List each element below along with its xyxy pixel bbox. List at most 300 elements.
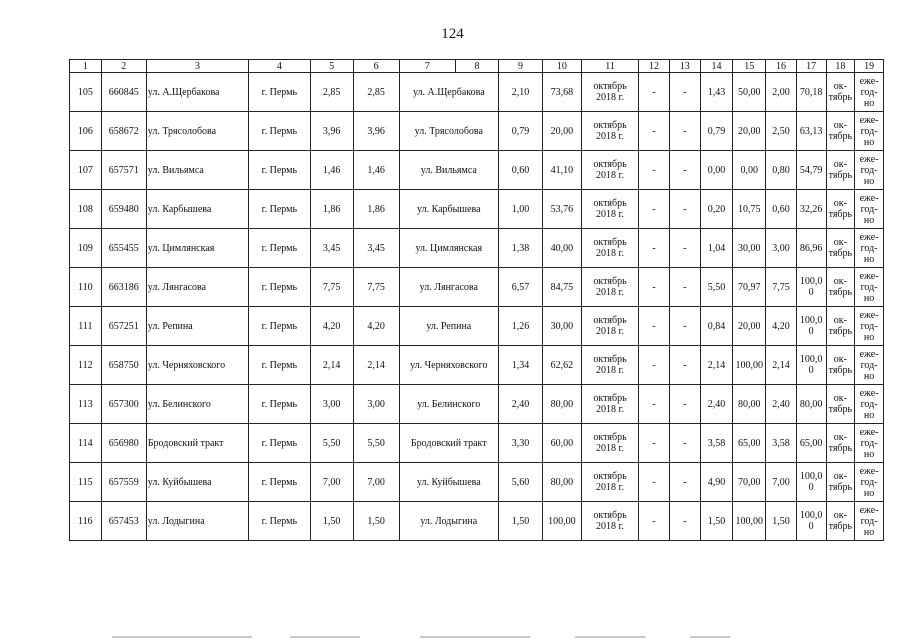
row-number: 113 [70,385,102,424]
frequency-cell-line: но [863,97,875,109]
value-col-10: 73,68 [542,73,581,112]
bottom-rule [420,636,530,638]
column-header-17: 17 [796,60,826,73]
value-col-13: - [669,151,700,190]
value-col-17-line: 54,79 [799,164,823,176]
row-number: 110 [70,268,102,307]
bottom-rule [690,636,730,638]
object-code: 657559 [101,463,146,502]
frequency-cell-line: год- [860,359,878,371]
value-col-17-line: 0 [808,482,814,493]
value-col-16: 0,80 [766,151,797,190]
city-name: г. Пермь [249,268,310,307]
value-col-9: 1,34 [498,346,542,385]
date-cell [581,229,638,268]
month-cell-line: тябрь [828,131,853,142]
value-col-12: - [639,268,670,307]
value-col-5: 1,50 [310,502,353,541]
value-col-5: 2,14 [310,346,353,385]
date-cell [581,73,638,112]
value-col-17-line: 100,0 [799,276,823,287]
value-col-13: - [669,307,700,346]
bottom-rule [112,636,252,638]
row-number: 105 [70,73,102,112]
value-col-17-line: 86,96 [799,242,823,254]
frequency-cell-line: еже- [859,270,879,282]
street-name: ул. Карбышева [146,190,248,229]
bottom-rule [575,636,645,638]
value-col-9: 1,38 [498,229,542,268]
street-name-col-7: ул. Черняховского [399,346,498,385]
value-col-10: 60,00 [542,424,581,463]
value-col-6: 5,50 [353,424,399,463]
city-name: г. Пермь [249,190,310,229]
frequency-cell-line: еже- [859,114,879,126]
street-name-col-7: Бродовский тракт [399,424,498,463]
date-cell-line: 2018 г. [596,170,625,181]
date-cell [581,151,638,190]
table-row [70,112,884,151]
month-cell-line: тябрь [828,92,853,103]
value-col-13: - [669,385,700,424]
city-name: г. Пермь [249,151,310,190]
date-cell-line: октябрь [593,510,627,521]
value-col-17 [796,502,826,541]
month-cell [826,424,855,463]
value-col-14: 5,50 [700,268,733,307]
date-cell-line: октябрь [593,315,627,326]
frequency-cell [855,151,884,190]
row-number: 106 [70,112,102,151]
month-cell [826,190,855,229]
frequency-cell-line: год- [860,164,878,176]
table-row [70,424,884,463]
street-name: ул. Лодыгина [146,502,248,541]
row-number: 107 [70,151,102,190]
month-cell-line: ок- [833,471,847,482]
value-col-10: 20,00 [542,112,581,151]
month-cell-line: ок- [833,510,847,521]
column-header-19: 19 [855,60,884,73]
date-cell-line: 2018 г. [596,404,625,415]
street-name: ул. Куйбышева [146,463,248,502]
city-name: г. Пермь [249,73,310,112]
date-cell-line: октябрь [593,237,627,248]
value-col-15: 10,75 [733,190,766,229]
frequency-cell-line: еже- [859,465,879,477]
page-number: 124 [441,26,464,42]
frequency-cell-line: год- [860,515,878,527]
value-col-14: 0,00 [700,151,733,190]
frequency-cell [855,73,884,112]
frequency-cell [855,424,884,463]
value-col-9: 0,79 [498,112,542,151]
value-col-13: - [669,502,700,541]
frequency-cell-line: еже- [859,504,879,516]
object-code: 660845 [101,73,146,112]
month-cell-line: ок- [833,276,847,287]
value-col-15: 0,00 [733,151,766,190]
value-col-17-line: 100,0 [799,510,823,521]
date-cell-line: октябрь [593,432,627,443]
value-col-16: 2,00 [766,73,797,112]
value-col-9: 5,60 [498,463,542,502]
city-name: г. Пермь [249,385,310,424]
value-col-14: 0,79 [700,112,733,151]
value-col-5: 3,45 [310,229,353,268]
frequency-cell-line: но [863,136,875,148]
table-header [70,60,884,73]
header-row [70,60,884,73]
frequency-cell-line: год- [860,476,878,488]
value-col-17 [796,190,826,229]
date-cell-line: 2018 г. [596,209,625,220]
value-col-17-line: 80,00 [799,398,823,410]
city-name: г. Пермь [249,112,310,151]
month-cell-line: тябрь [828,482,853,493]
value-col-13: - [669,112,700,151]
object-code: 658672 [101,112,146,151]
value-col-6: 4,20 [353,307,399,346]
value-col-12: - [639,307,670,346]
frequency-cell-line: но [863,331,875,343]
table-row [70,307,884,346]
value-col-5: 1,46 [310,151,353,190]
column-header-1: 1 [70,60,102,73]
table-row [70,229,884,268]
frequency-cell-line: но [863,175,875,187]
value-col-17-line: 0 [808,326,814,337]
month-cell [826,112,855,151]
date-cell [581,463,638,502]
table-body [70,73,884,541]
value-col-17 [796,424,826,463]
value-col-12: - [639,190,670,229]
object-code: 657571 [101,151,146,190]
value-col-10: 80,00 [542,385,581,424]
value-col-16: 2,14 [766,346,797,385]
value-col-5: 1,86 [310,190,353,229]
value-col-13: - [669,268,700,307]
street-name: ул. Лянгасова [146,268,248,307]
frequency-cell-line: но [863,409,875,421]
date-cell-line: 2018 г. [596,521,625,532]
value-col-12: - [639,229,670,268]
month-cell-line: ок- [833,432,847,443]
frequency-cell [855,463,884,502]
date-cell-line: октябрь [593,354,627,365]
column-header-13: 13 [669,60,700,73]
frequency-cell-line: еже- [859,309,879,321]
column-header-9: 9 [498,60,542,73]
date-cell-line: октябрь [593,393,627,404]
month-cell [826,463,855,502]
value-col-10: 30,00 [542,307,581,346]
value-col-12: - [639,112,670,151]
value-col-10: 41,10 [542,151,581,190]
value-col-5: 2,85 [310,73,353,112]
street-name-col-7: ул. А.Щербакова [399,73,498,112]
frequency-cell-line: год- [860,125,878,137]
column-header-14: 14 [700,60,733,73]
value-col-14: 3,58 [700,424,733,463]
value-col-9: 2,40 [498,385,542,424]
month-cell [826,73,855,112]
street-name-col-7: ул. Цимлянская [399,229,498,268]
row-number: 116 [70,502,102,541]
month-cell-line: тябрь [828,404,853,415]
month-cell-line: ок- [833,315,847,326]
frequency-cell-line: еже- [859,348,879,360]
value-col-14: 0,84 [700,307,733,346]
street-name-col-7: ул. Репина [399,307,498,346]
value-col-17-line: 100,0 [799,354,823,365]
value-col-12: - [639,502,670,541]
row-number: 109 [70,229,102,268]
row-number: 108 [70,190,102,229]
value-col-9: 1,26 [498,307,542,346]
date-cell-line: 2018 г. [596,131,625,142]
date-cell-line: 2018 г. [596,248,625,259]
month-cell-line: тябрь [828,365,853,376]
value-col-16: 3,00 [766,229,797,268]
value-col-6: 3,00 [353,385,399,424]
table-row [70,502,884,541]
value-col-13: - [669,424,700,463]
city-name: г. Пермь [249,307,310,346]
street-name-col-7: ул. Куйбышева [399,463,498,502]
date-cell [581,502,638,541]
street-name: Бродовский тракт [146,424,248,463]
frequency-cell-line: но [863,292,875,304]
date-cell [581,190,638,229]
date-cell [581,385,638,424]
street-name: ул. Трясолобова [146,112,248,151]
month-cell [826,268,855,307]
frequency-cell-line: еже- [859,426,879,438]
value-col-14: 2,14 [700,346,733,385]
month-cell [826,151,855,190]
street-name-col-7: ул. Белинского [399,385,498,424]
frequency-cell [855,190,884,229]
row-number: 115 [70,463,102,502]
value-col-14: 0,20 [700,190,733,229]
date-cell [581,424,638,463]
value-col-9: 0,60 [498,151,542,190]
value-col-15: 65,00 [733,424,766,463]
object-code: 656980 [101,424,146,463]
value-col-5: 3,96 [310,112,353,151]
month-cell-line: ок- [833,81,847,92]
month-cell-line: тябрь [828,248,853,259]
value-col-14: 1,43 [700,73,733,112]
date-cell-line: 2018 г. [596,443,625,454]
value-col-12: - [639,346,670,385]
row-number: 112 [70,346,102,385]
row-number: 111 [70,307,102,346]
month-cell [826,229,855,268]
value-col-17 [796,151,826,190]
frequency-cell-line: год- [860,437,878,449]
value-col-13: - [669,190,700,229]
column-header-12: 12 [639,60,670,73]
month-cell-line: тябрь [828,209,853,220]
frequency-cell-line: еже- [859,75,879,87]
month-cell-line: ок- [833,237,847,248]
value-col-17 [796,346,826,385]
date-cell-line: 2018 г. [596,92,625,103]
column-header-16: 16 [766,60,797,73]
object-code: 657453 [101,502,146,541]
value-col-15: 100,00 [733,502,766,541]
value-col-15: 70,00 [733,463,766,502]
value-col-5: 7,75 [310,268,353,307]
date-cell-line: 2018 г. [596,287,625,298]
city-name: г. Пермь [249,229,310,268]
frequency-cell [855,268,884,307]
value-col-17-line: 0 [808,287,814,298]
month-cell-line: тябрь [828,326,853,337]
column-header-4: 4 [249,60,310,73]
frequency-cell-line: еже- [859,387,879,399]
frequency-cell-line: но [863,526,875,538]
value-col-6: 1,46 [353,151,399,190]
month-cell-line: тябрь [828,521,853,532]
value-col-17 [796,229,826,268]
frequency-cell [855,307,884,346]
value-col-17 [796,112,826,151]
value-col-10: 84,75 [542,268,581,307]
value-col-10: 62,62 [542,346,581,385]
row-number: 114 [70,424,102,463]
column-header-5: 5 [310,60,353,73]
date-cell-line: октябрь [593,120,627,131]
value-col-10: 53,76 [542,190,581,229]
frequency-cell-line: год- [860,203,878,215]
value-col-12: - [639,73,670,112]
month-cell [826,385,855,424]
value-col-6: 1,86 [353,190,399,229]
value-col-16: 2,40 [766,385,797,424]
street-name: ул. Вильямса [146,151,248,190]
street-name: ул. Цимлянская [146,229,248,268]
column-header-8: 8 [455,60,498,73]
date-cell [581,307,638,346]
value-col-5: 3,00 [310,385,353,424]
object-code: 658750 [101,346,146,385]
value-col-6: 3,45 [353,229,399,268]
date-cell-line: октябрь [593,471,627,482]
value-col-5: 5,50 [310,424,353,463]
frequency-cell-line: год- [860,281,878,293]
frequency-cell-line: но [863,487,875,499]
value-col-16: 0,60 [766,190,797,229]
table-row [70,463,884,502]
street-name-col-7: ул. Карбышева [399,190,498,229]
table-row [70,151,884,190]
city-name: г. Пермь [249,424,310,463]
column-header-7: 7 [399,60,455,73]
value-col-15: 80,00 [733,385,766,424]
frequency-cell [855,502,884,541]
frequency-cell [855,112,884,151]
column-header-6: 6 [353,60,399,73]
value-col-16: 3,58 [766,424,797,463]
value-col-17 [796,73,826,112]
value-col-17 [796,268,826,307]
value-col-9: 3,30 [498,424,542,463]
frequency-cell [855,229,884,268]
column-header-11: 11 [581,60,638,73]
column-header-15: 15 [733,60,766,73]
value-col-16: 7,75 [766,268,797,307]
month-cell [826,502,855,541]
value-col-15: 50,00 [733,73,766,112]
value-col-17-line: 0 [808,365,814,376]
value-col-6: 2,14 [353,346,399,385]
value-col-12: - [639,385,670,424]
month-cell-line: тябрь [828,170,853,181]
value-col-9: 1,50 [498,502,542,541]
value-col-14: 1,50 [700,502,733,541]
street-name: ул. Черняховского [146,346,248,385]
city-name: г. Пермь [249,502,310,541]
column-header-2: 2 [101,60,146,73]
date-cell-line: октябрь [593,198,627,209]
value-col-5: 7,00 [310,463,353,502]
registry-table [69,59,884,541]
table-row [70,190,884,229]
frequency-cell-line: год- [860,398,878,410]
value-col-6: 7,00 [353,463,399,502]
frequency-cell-line: год- [860,86,878,98]
month-cell-line: ок- [833,354,847,365]
value-col-6: 2,85 [353,73,399,112]
value-col-15: 70,97 [733,268,766,307]
value-col-17-line: 63,13 [799,125,823,137]
frequency-cell-line: год- [860,242,878,254]
date-cell-line: октябрь [593,81,627,92]
value-col-17-line: 100,0 [799,315,823,326]
table-row [70,268,884,307]
month-cell [826,307,855,346]
date-cell [581,346,638,385]
street-name-col-7: ул. Вильямса [399,151,498,190]
month-cell-line: ок- [833,393,847,404]
frequency-cell-line: но [863,253,875,265]
value-col-6: 1,50 [353,502,399,541]
month-cell-line: тябрь [828,443,853,454]
value-col-17-line: 0 [808,521,814,532]
street-name: ул. А.Щербакова [146,73,248,112]
value-col-9: 6,57 [498,268,542,307]
value-col-9: 2,10 [498,73,542,112]
value-col-17 [796,463,826,502]
value-col-16: 1,50 [766,502,797,541]
month-cell-line: ок- [833,159,847,170]
value-col-12: - [639,151,670,190]
column-header-3: 3 [146,60,248,73]
value-col-17-line: 70,18 [799,86,823,98]
object-code: 663186 [101,268,146,307]
object-code: 659480 [101,190,146,229]
value-col-15: 20,00 [733,112,766,151]
object-code: 657251 [101,307,146,346]
value-col-10: 80,00 [542,463,581,502]
frequency-cell-line: еже- [859,153,879,165]
table-row [70,346,884,385]
value-col-15: 20,00 [733,307,766,346]
